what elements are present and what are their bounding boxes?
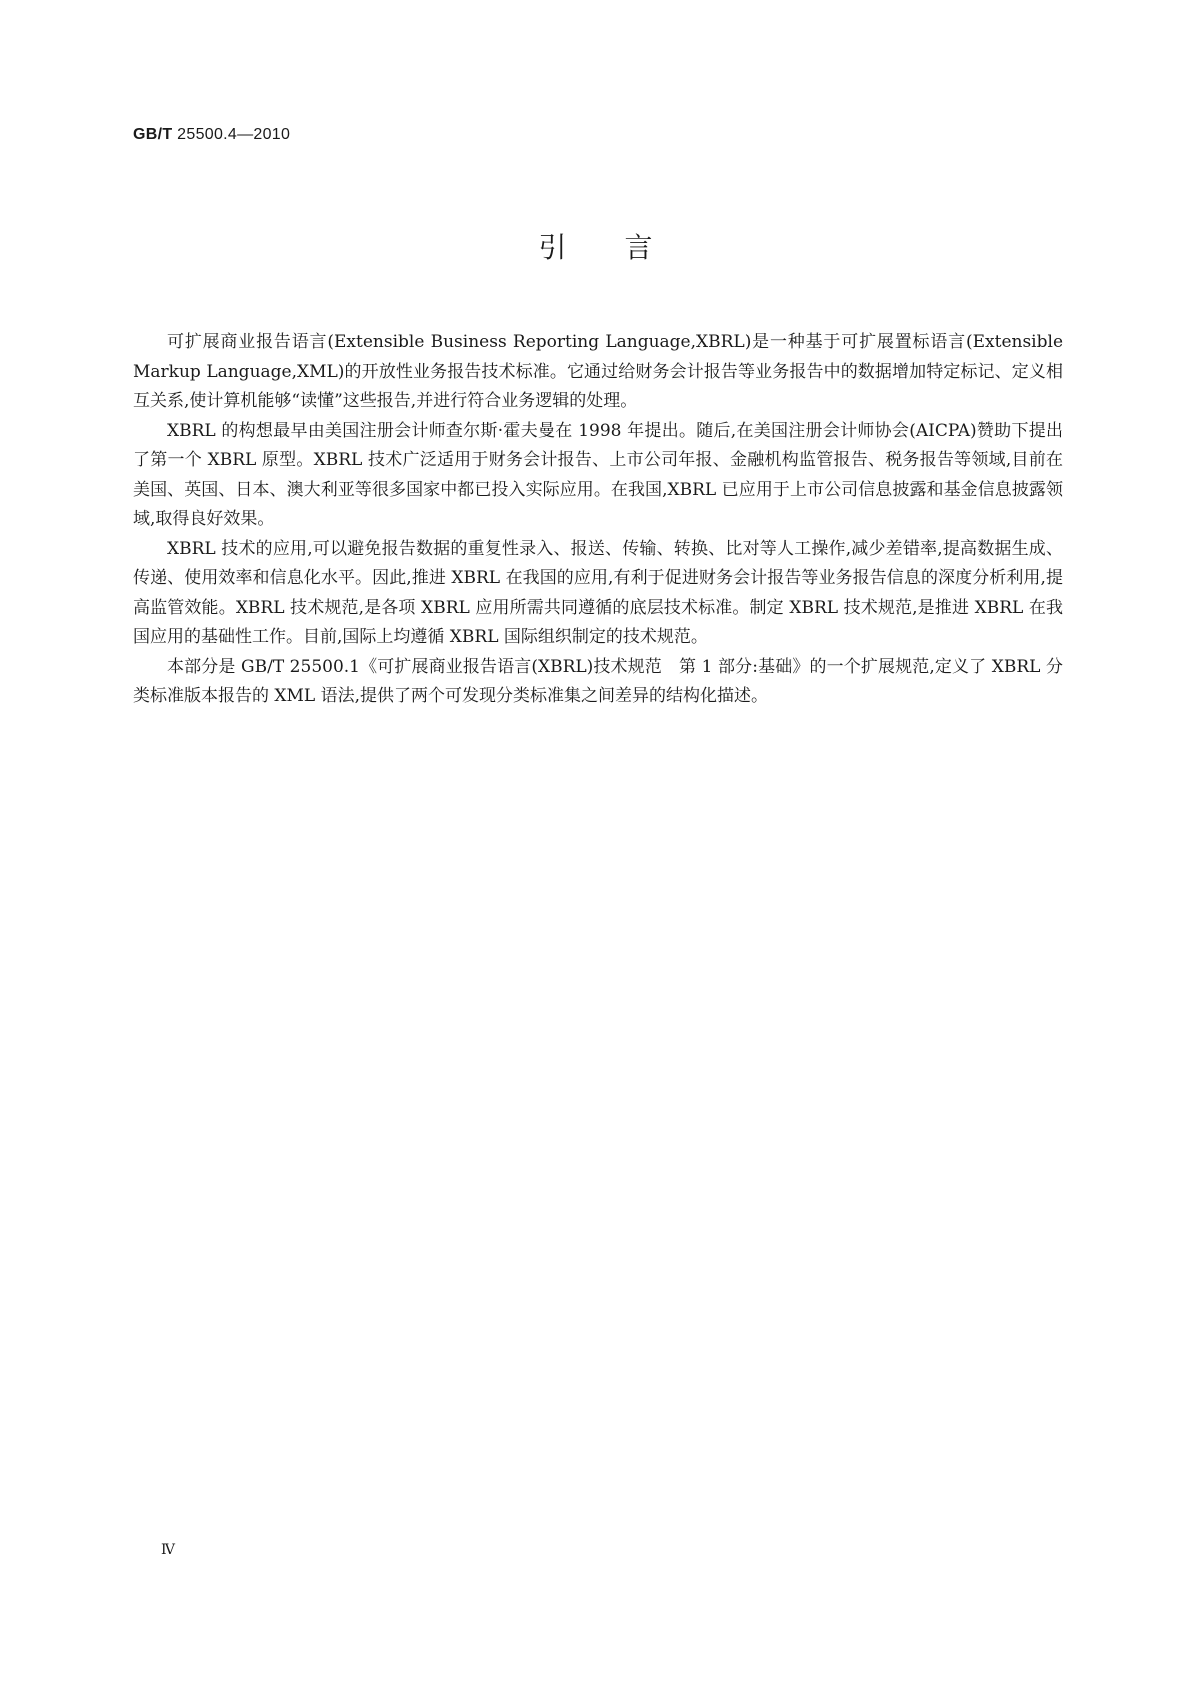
paragraph-2: XBRL 的构想最早由美国注册会计师查尔斯·霍夫曼在 1998 年提出。随后,在美国注册会计师协会(AICPA)赞助下提出了第一个 XBRL 原型。XBRL 技术广泛适用于财务会计报告、上市公司年报、金融机构监管报告、税务报告等领域,目前在美国、英国、日本、澳大利亚等很多国家中都已投入实际应用。在我国,XBRL 已应用于上市公司信息披露和基金信息披露领域,取得良好效果。 — [133, 420, 1063, 529]
standard-code — [133, 126, 290, 144]
body-text — [133, 328, 1063, 712]
paragraph-3: XBRL 技术的应用,可以避免报告数据的重复性录入、报送、传输、转换、比对等人工操作,减少差错率,提高数据生成、传递、使用效率和信息化水平。因此,推进 XBRL 在我国的应用,有利于促进财务会计报告等业务报告信息的深度分析利用,提高监管效能。XBRL 技术规范,是各项 XBRL 应用所需共同遵循的底层技术标准。制定 XBRL 技术规范,是推进 XBRL 在我国应用的基础性工作。目前,国际上均遵循 XBRL 国际组织制定的技术规范。 — [133, 538, 1063, 647]
standard-prefix: GB/T — [133, 126, 173, 143]
page-number: Ⅳ — [161, 1542, 175, 1558]
paragraph-1: 可扩展商业报告语言(Extensible Business Reporting Language,XBRL)是一种基于可扩展置标语言(Extensible Markup Language,XML)的开放性业务报告技术标准。它通过给财务会计报告等业务报告中的数据增加特定标记、定义相互关系,使计算机能够“读懂”这些报告,并进行符合业务逻辑的处理。 — [133, 332, 1063, 411]
standard-number: 25500.4—2010 — [177, 126, 291, 143]
section-title: 引言 — [538, 231, 711, 264]
paragraph-4: 本部分是 GB/T 25500.1《可扩展商业报告语言(XBRL)技术规范 第 1 部分:基础》的一个扩展规范,定义了 XBRL 分类标准版本报告的 XML 语法,提供了两个可发现分类标准集之间差异的结构化描述。 — [133, 656, 1063, 706]
